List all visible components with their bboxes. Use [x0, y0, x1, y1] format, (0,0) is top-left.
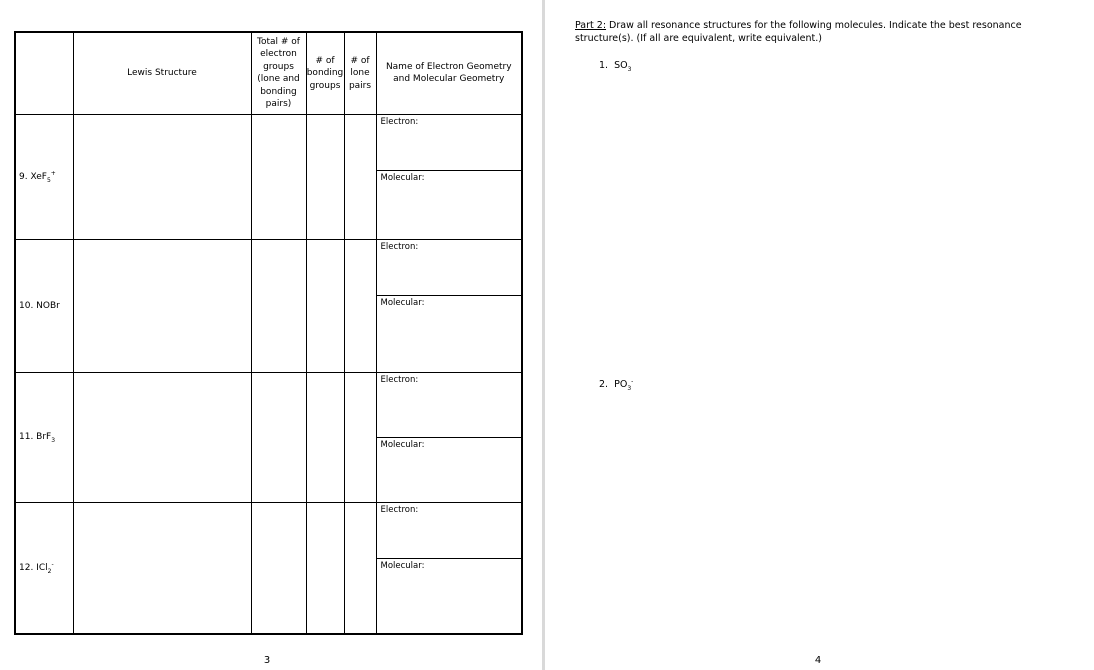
- electron-geometry-cell[interactable]: Electron:: [376, 114, 522, 170]
- worksheet-page-3: [0, 0, 542, 670]
- total-groups-cell[interactable]: [251, 239, 306, 372]
- vsepr-table: [14, 31, 523, 635]
- question-2: 2. $PO_3^-$: [599, 378, 634, 393]
- molecule-label: 9. XeF$_5$+: [15, 114, 73, 239]
- total-groups-cell[interactable]: [251, 114, 306, 239]
- table-row: [15, 114, 522, 170]
- bonding-groups-cell[interactable]: [306, 239, 344, 372]
- bonding-groups-cell[interactable]: [306, 502, 344, 634]
- part2-text: Draw all resonance structures for the following molecules. Indicate the best resonance structure(s). (If all are equivalent, write equivalent.): [575, 20, 1022, 44]
- header-geometry-names: Name of Electron Geometry and Molecular Geometry: [376, 32, 522, 114]
- molecule-label: 11. BrF$_3$: [15, 372, 73, 502]
- electron-geometry-cell[interactable]: Electron:: [376, 372, 522, 437]
- page-number: 3: [263, 655, 271, 666]
- lewis-structure-cell[interactable]: [73, 372, 251, 502]
- table-row: [15, 239, 522, 295]
- bonding-groups-cell[interactable]: [306, 114, 344, 239]
- part2-instructions: [575, 19, 1035, 45]
- electron-geometry-cell[interactable]: Electron:: [376, 239, 522, 295]
- worksheet-page-4: [545, 0, 1094, 670]
- header-row: [15, 32, 522, 114]
- lewis-structure-cell[interactable]: [73, 114, 251, 239]
- lone-pairs-cell[interactable]: [344, 372, 376, 502]
- header-total-electron-groups: Total # of electron groups (lone and bonding pairs): [251, 32, 306, 114]
- table-row: [15, 502, 522, 558]
- lone-pairs-cell[interactable]: [344, 502, 376, 634]
- molecule-label: 10. NOBr: [15, 239, 73, 372]
- molecular-geometry-cell[interactable]: Molecular:: [376, 170, 522, 239]
- header-lone-pairs: # of lone pairs: [344, 32, 376, 114]
- electron-geometry-cell[interactable]: Electron:: [376, 502, 522, 558]
- total-groups-cell[interactable]: [251, 502, 306, 634]
- molecular-geometry-cell[interactable]: Molecular:: [376, 558, 522, 634]
- lewis-structure-cell[interactable]: [73, 502, 251, 634]
- molecule-label: 12. ICl$_2$-: [15, 502, 73, 634]
- bonding-groups-cell[interactable]: [306, 372, 344, 502]
- header-lewis-structure: Lewis Structure: [73, 32, 251, 114]
- total-groups-cell[interactable]: [251, 372, 306, 502]
- molecular-geometry-cell[interactable]: Molecular:: [376, 295, 522, 372]
- lewis-structure-cell[interactable]: [73, 239, 251, 372]
- page-number: 4: [814, 655, 822, 666]
- lone-pairs-cell[interactable]: [344, 239, 376, 372]
- header-bonding-groups: # of bonding groups: [306, 32, 344, 114]
- question-1: 1. $SO_3$: [599, 60, 632, 74]
- table-row: [15, 372, 522, 437]
- molecular-geometry-cell[interactable]: Molecular:: [376, 437, 522, 502]
- header-blank: [15, 32, 73, 114]
- part2-label: Part 2:: [575, 20, 607, 31]
- lone-pairs-cell[interactable]: [344, 114, 376, 239]
